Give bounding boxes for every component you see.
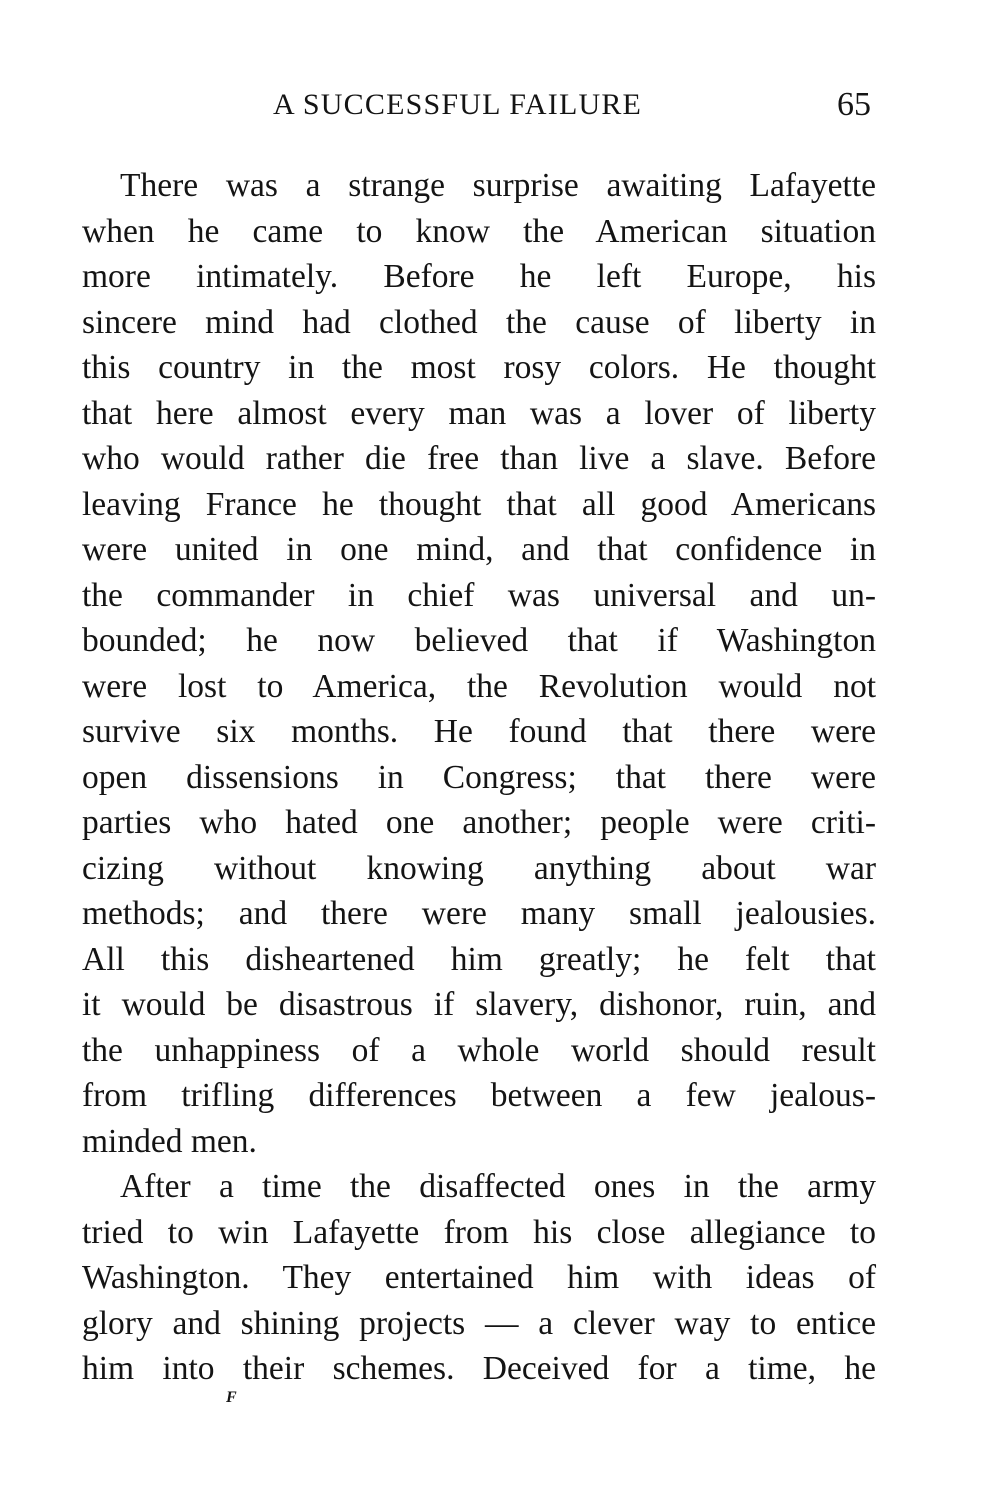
text-line: that here almost every man was a lover of liberty (82, 394, 876, 432)
text-line: were united in one mind, and that confidence in (82, 531, 876, 568)
running-title: A SUCCESSFUL FAILURE (273, 88, 643, 121)
text-line: survive six months. He found that there were (82, 713, 876, 750)
text-line: There was a strange surprise awaiting Lafayette (120, 167, 876, 204)
text-line: leaving France he thought that all good Americans (82, 485, 876, 523)
text-line: when he came to know the American situation (82, 212, 876, 250)
text-line: it would be disastrous if slavery, dishonor, ruin, and (82, 986, 876, 1023)
text-line: more intimately. Before he left Europe, his (82, 258, 876, 295)
text-line: the commander in chief was universal and un- (82, 576, 876, 614)
text-line: parties who hated one another; people were criti- (82, 804, 876, 841)
signature-mark: F (226, 1389, 237, 1406)
page-number: 65 (837, 86, 871, 123)
text-line: minded men. (82, 1122, 257, 1160)
text-line: sincere mind had clothed the cause of liberty in (82, 303, 876, 341)
text-line: this country in the most rosy colors. He thought (82, 349, 876, 386)
text-line: Washington. They entertained him with ideas of (82, 1259, 876, 1296)
text-line: After a time the disaffected ones in the army (120, 1168, 876, 1205)
body-text (82, 163, 876, 1392)
text-line: from trifling differences between a few jealous- (82, 1077, 876, 1114)
text-line: glory and shining projects — a clever way to entice (82, 1304, 876, 1342)
text-line: the unhappiness of a whole world should result (82, 1031, 876, 1069)
text-line: were lost to America, the Revolution would not (82, 667, 876, 705)
text-line: bounded; he now believed that if Washington (82, 622, 876, 659)
text-line: All this disheartened him greatly; he felt that (82, 940, 876, 978)
text-line: methods; and there were many small jealousies. (82, 895, 876, 932)
text-line: him into their schemes. Deceived for a time, he (82, 1350, 876, 1387)
text-line: who would rather die free than live a slave. Before (82, 440, 876, 477)
running-head (0, 86, 1000, 130)
text-line: cizing without knowing anything about war (82, 849, 876, 887)
text-line: tried to win Lafayette from his close allegiance to (82, 1213, 876, 1251)
text-line: open dissensions in Congress; that there were (82, 758, 876, 796)
